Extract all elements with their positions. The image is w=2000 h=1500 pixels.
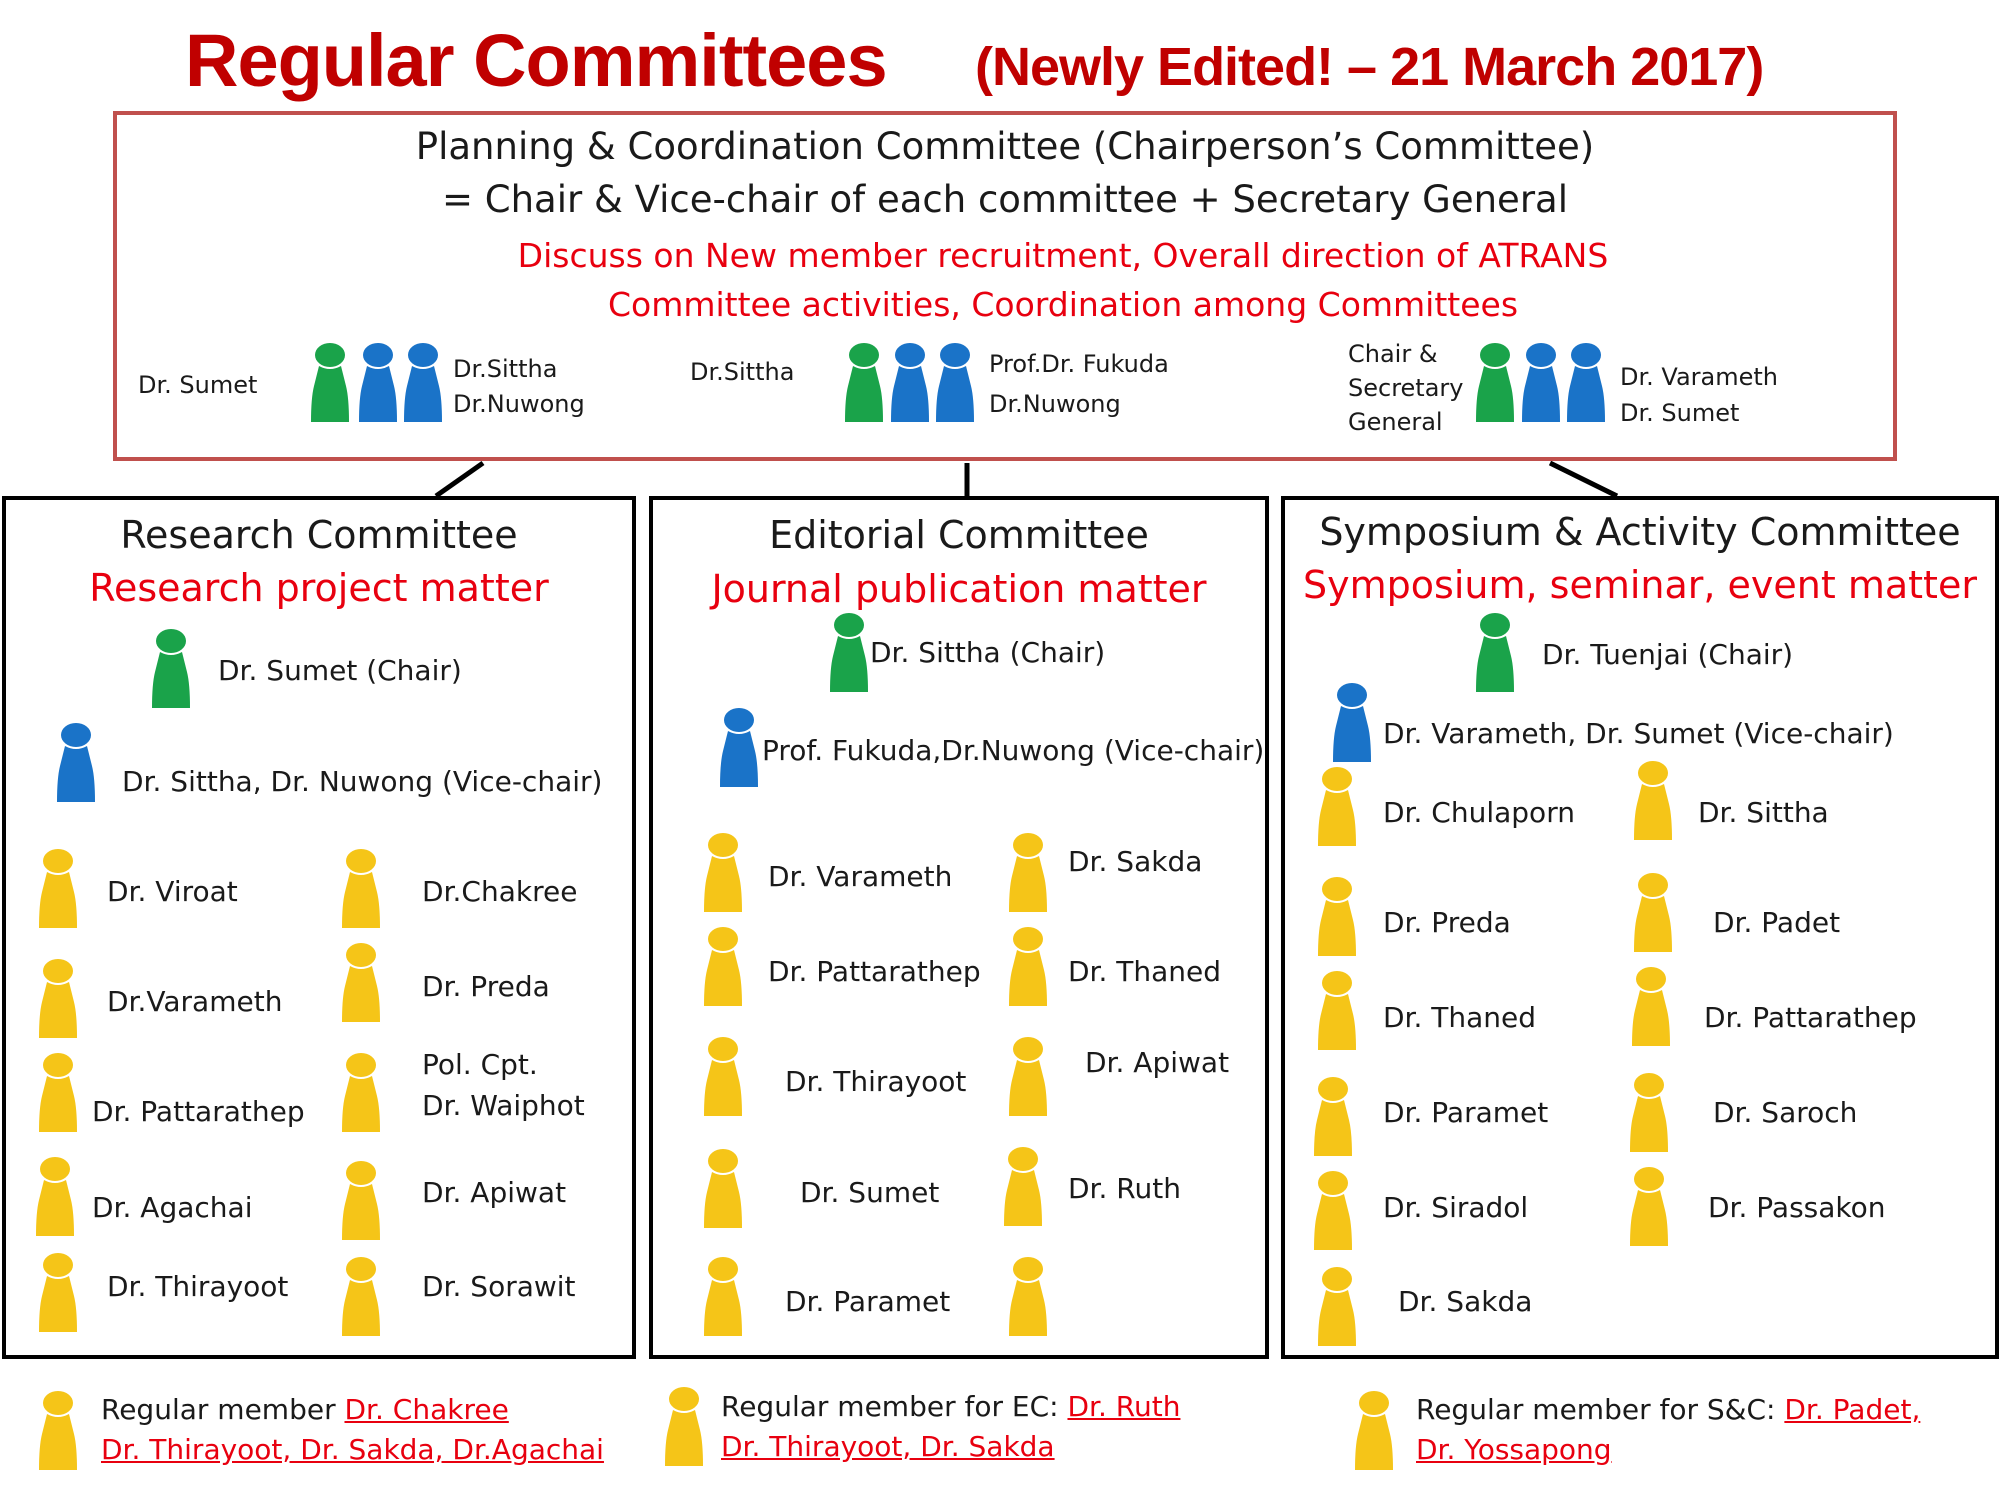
- editorial-member: Dr. Thaned: [1068, 955, 1222, 988]
- vice-chair-person-icon: [55, 722, 97, 804]
- member-person-icon: [702, 832, 744, 914]
- vice-chair-person-icon: [889, 342, 931, 424]
- member-person-icon: [340, 942, 382, 1024]
- member-person-icon: [37, 848, 79, 930]
- planning-group2-right2: Dr.Nuwong: [989, 390, 1121, 418]
- research-note-link[interactable]: Dr. Chakree: [344, 1393, 509, 1426]
- connector-symposium: [1550, 463, 1617, 496]
- planning-group1-left: Dr. Sumet: [138, 371, 258, 399]
- symposium-member: Dr. Padet: [1713, 906, 1841, 939]
- planning-group3-left2: Secretary: [1348, 374, 1464, 402]
- research-member: Dr. Sorawit: [422, 1270, 576, 1303]
- research-chair: Dr. Sumet (Chair): [218, 654, 462, 687]
- editorial-note-link[interactable]: Dr. Thirayoot, Dr. Sakda: [721, 1430, 1055, 1463]
- editorial-chair: Dr. Sittha (Chair): [870, 636, 1106, 669]
- member-person-icon: [37, 1052, 79, 1134]
- member-person-icon: [1353, 1390, 1395, 1472]
- member-person-icon: [702, 1256, 744, 1338]
- research-vice-chair: Dr. Sittha, Dr. Nuwong (Vice-chair): [122, 765, 603, 798]
- page-subtitle: (Newly Edited! – 21 March 2017): [975, 37, 1764, 97]
- member-person-icon: [1007, 1256, 1049, 1338]
- editorial-regular-note: [721, 1387, 1180, 1467]
- vice-chair-person-icon: [718, 707, 760, 789]
- symposium-member: Dr. Chulaporn: [1383, 796, 1575, 829]
- member-person-icon: [1312, 1076, 1354, 1158]
- editorial-title: Editorial Committee: [769, 513, 1149, 557]
- symposium-subtitle: Symposium, seminar, event matter: [1303, 563, 1977, 607]
- symposium-member: Dr. Paramet: [1383, 1096, 1549, 1129]
- planning-group3-left3: General: [1348, 408, 1443, 436]
- member-person-icon: [702, 1148, 744, 1230]
- editorial-member: Dr. Thirayoot: [785, 1065, 967, 1098]
- editorial-member: Dr. Paramet: [785, 1285, 951, 1318]
- member-person-icon: [1312, 1170, 1354, 1252]
- research-regular-note: [101, 1390, 604, 1470]
- planning-title: Planning & Coordination Committee (Chairperson’s Committee): [415, 125, 1595, 168]
- symposium-note-link[interactable]: Dr. Yossapong: [1416, 1433, 1612, 1466]
- member-person-icon: [663, 1386, 705, 1468]
- chair-person-icon: [1474, 612, 1516, 694]
- member-person-icon: [1316, 876, 1358, 958]
- symposium-member: Dr. Sakda: [1398, 1285, 1533, 1318]
- research-member: Pol. Cpt.: [422, 1048, 538, 1081]
- symposium-member: Dr. Passakon: [1708, 1191, 1886, 1224]
- planning-group3-left1: Chair &: [1348, 340, 1438, 368]
- symposium-member: Dr. Sittha: [1698, 796, 1829, 829]
- planning-group1-right1: Dr.Sittha: [453, 355, 558, 383]
- member-person-icon: [1316, 970, 1358, 1052]
- symposium-member: Dr. Pattarathep: [1704, 1001, 1917, 1034]
- planning-desc-1: Discuss on New member recruitment, Overall direction of ATRANS: [517, 236, 1609, 275]
- symposium-member: Dr. Preda: [1383, 906, 1511, 939]
- symposium-note-prefix: Regular member for S&C:: [1416, 1393, 1785, 1426]
- chair-person-icon: [828, 612, 870, 694]
- planning-group1-right2: Dr.Nuwong: [453, 390, 585, 418]
- chair-person-icon: [1474, 342, 1516, 424]
- research-member: Dr.Chakree: [422, 875, 578, 908]
- member-person-icon: [34, 1156, 76, 1238]
- symposium-member: Dr. Siradol: [1383, 1191, 1529, 1224]
- symposium-title: Symposium & Activity Committee: [1319, 510, 1961, 554]
- editorial-member: Dr. Sumet: [800, 1176, 940, 1209]
- editorial-vice-chair: Prof. Fukuda,Dr.Nuwong (Vice-chair): [762, 734, 1265, 767]
- member-person-icon: [340, 1256, 382, 1338]
- member-person-icon: [702, 926, 744, 1008]
- chair-person-icon: [309, 342, 351, 424]
- page-title: Regular Committees: [185, 19, 887, 102]
- research-member: Dr.Varameth: [107, 985, 283, 1018]
- editorial-member: Dr. Apiwat: [1085, 1046, 1230, 1079]
- editorial-note-link[interactable]: Dr. Ruth: [1067, 1390, 1181, 1423]
- planning-composition: = Chair & Vice-chair of each committee + Secretary General: [442, 178, 1568, 221]
- symposium-vice-chair: Dr. Varameth, Dr. Sumet (Vice-chair): [1383, 717, 1894, 750]
- member-person-icon: [702, 1036, 744, 1118]
- member-person-icon: [340, 1052, 382, 1134]
- vice-chair-person-icon: [1565, 342, 1607, 424]
- research-member: Dr. Thirayoot: [107, 1270, 289, 1303]
- planning-group2-left: Dr.Sittha: [690, 358, 795, 386]
- research-committee-box: [2, 496, 636, 1359]
- editorial-member: Dr. Ruth: [1068, 1172, 1181, 1205]
- planning-desc-2: Committee activities, Coordination among Committees: [607, 285, 1519, 324]
- member-person-icon: [1002, 1146, 1044, 1228]
- member-person-icon: [37, 958, 79, 1040]
- editorial-member: Dr. Sakda: [1068, 845, 1203, 878]
- editorial-note-prefix: Regular member for EC:: [721, 1390, 1068, 1423]
- research-note-prefix: Regular member: [101, 1393, 345, 1426]
- member-person-icon: [1628, 1072, 1670, 1154]
- member-person-icon: [1632, 760, 1674, 842]
- symposium-chair: Dr. Tuenjai (Chair): [1542, 638, 1794, 671]
- member-person-icon: [1632, 872, 1674, 954]
- vice-chair-person-icon: [357, 342, 399, 424]
- planning-group2-right1: Prof.Dr. Fukuda: [989, 350, 1169, 378]
- member-person-icon: [37, 1390, 79, 1472]
- symposium-note-link[interactable]: Dr. Padet,: [1784, 1393, 1921, 1426]
- vice-chair-person-icon: [1520, 342, 1562, 424]
- connector-research: [436, 463, 483, 496]
- member-person-icon: [1316, 1266, 1358, 1348]
- editorial-subtitle: Journal publication matter: [711, 567, 1207, 611]
- symposium-member: Dr. Thaned: [1383, 1001, 1537, 1034]
- vice-chair-person-icon: [402, 342, 444, 424]
- member-person-icon: [1007, 1036, 1049, 1118]
- member-person-icon: [37, 1252, 79, 1334]
- planning-group3-right2: Dr. Sumet: [1620, 399, 1740, 427]
- research-subtitle: Research project matter: [89, 566, 549, 610]
- editorial-member: Dr. Varameth: [768, 860, 953, 893]
- member-person-icon: [340, 848, 382, 930]
- member-person-icon: [1630, 966, 1672, 1048]
- member-person-icon: [1007, 926, 1049, 1008]
- vice-chair-person-icon: [934, 342, 976, 424]
- research-member: Dr. Waiphot: [422, 1089, 585, 1122]
- research-note-link[interactable]: Dr. Thirayoot, Dr. Sakda, Dr.Agachai: [101, 1433, 604, 1466]
- vice-chair-person-icon: [1331, 682, 1373, 764]
- research-member: Dr. Apiwat: [422, 1176, 567, 1209]
- member-person-icon: [340, 1160, 382, 1242]
- editorial-member: Dr. Pattarathep: [768, 955, 981, 988]
- chair-person-icon: [150, 628, 192, 710]
- research-member: Dr. Viroat: [107, 875, 238, 908]
- research-member: Dr. Pattarathep: [92, 1095, 305, 1128]
- symposium-member: Dr. Saroch: [1713, 1096, 1858, 1129]
- planning-group3-right1: Dr. Varameth: [1620, 363, 1779, 391]
- member-person-icon: [1628, 1166, 1670, 1248]
- member-person-icon: [1007, 832, 1049, 914]
- research-member: Dr. Agachai: [92, 1191, 253, 1224]
- symposium-regular-note: [1416, 1390, 1920, 1470]
- research-title: Research Committee: [120, 513, 518, 557]
- chair-person-icon: [843, 342, 885, 424]
- member-person-icon: [1316, 766, 1358, 848]
- research-member: Dr. Preda: [422, 970, 550, 1003]
